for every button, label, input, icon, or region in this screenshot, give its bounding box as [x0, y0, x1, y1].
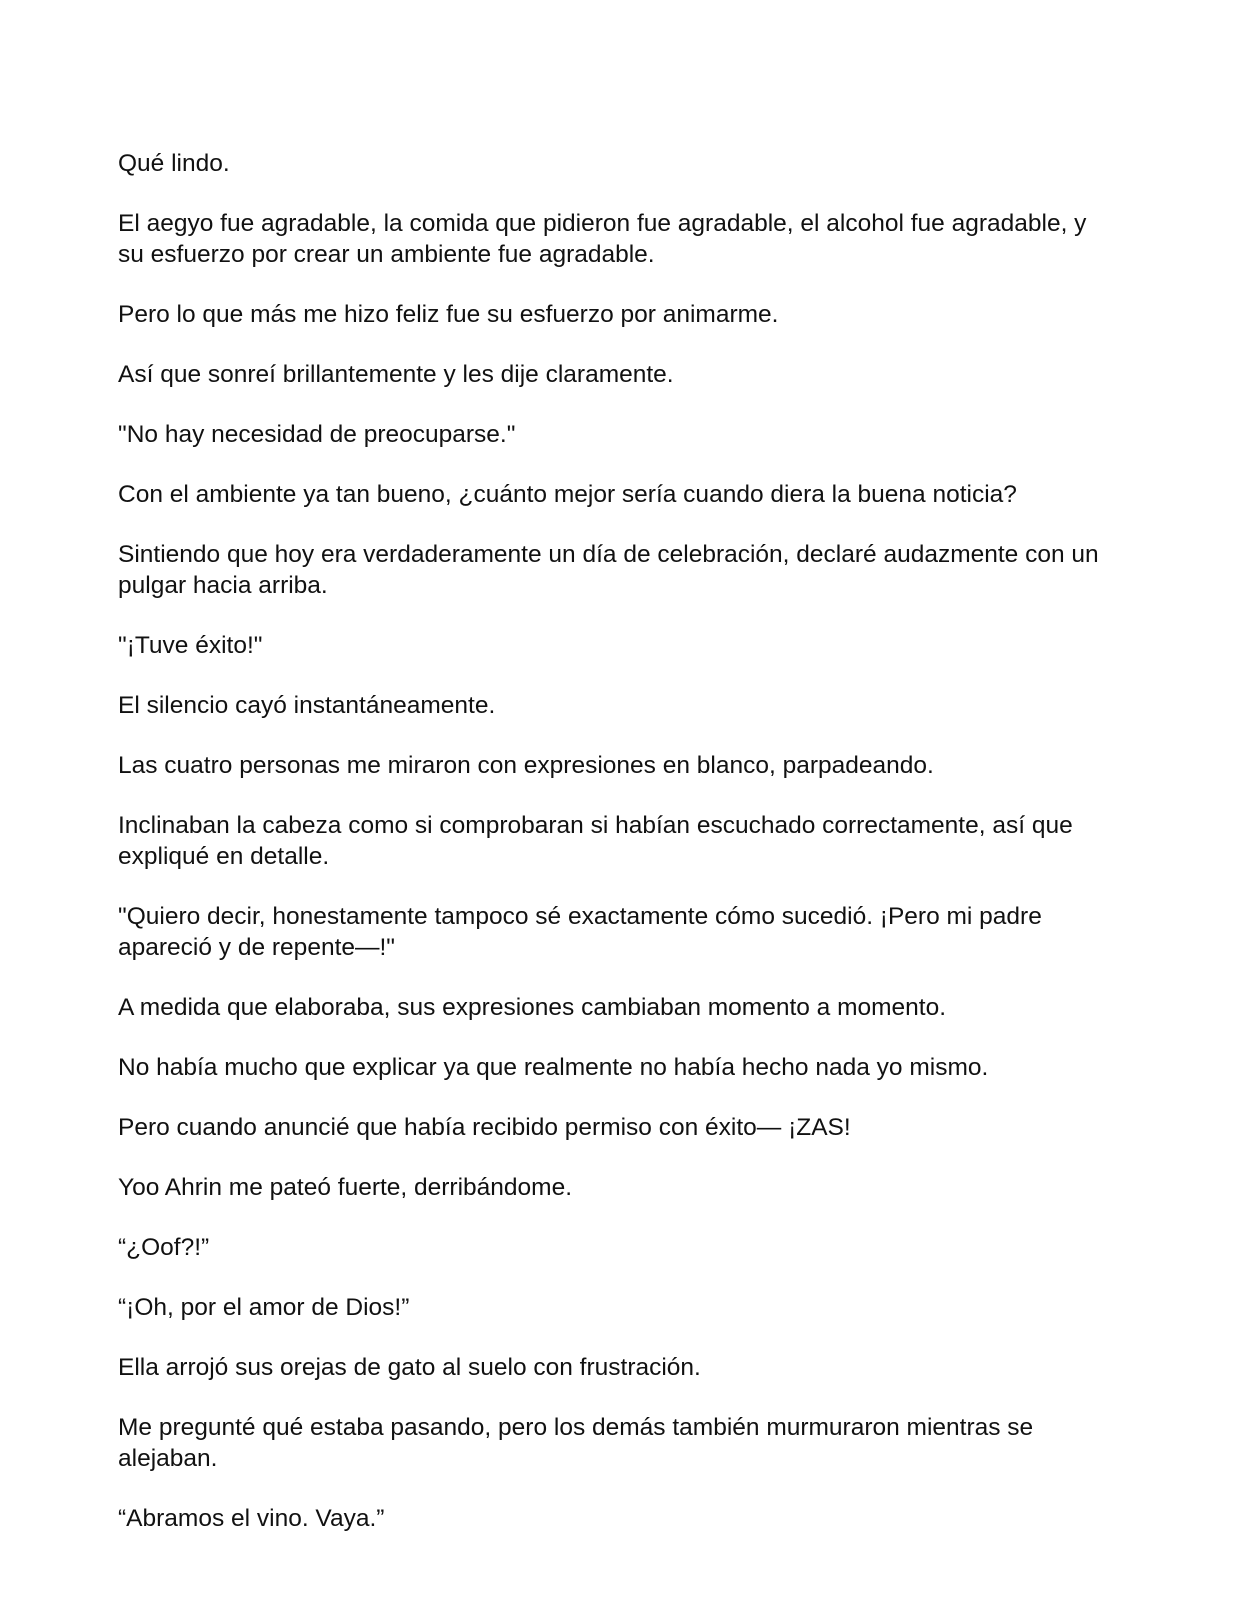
paragraph-15: Pero cuando anuncié que había recibido permiso con éxito— ¡ZAS!: [118, 1114, 851, 1141]
paragraph-3: Pero lo que más me hizo feliz fue su esfuerzo por animarme.: [118, 301, 779, 328]
paragraph-4: Así que sonreí brillantemente y les dije claramente.: [118, 361, 674, 388]
paragraph-19: Ella arrojó sus orejas de gato al suelo con frustración.: [118, 1354, 701, 1381]
paragraph-9: El silencio cayó instantáneamente.: [118, 692, 496, 719]
document-body: [118, 148, 1118, 1563]
paragraph-10: Las cuatro personas me miraron con expresiones en blanco, parpadeando.: [118, 752, 934, 779]
paragraph-5: "No hay necesidad de preocuparse.": [118, 421, 516, 448]
paragraph-18: “¡Oh, por el amor de Dios!”: [118, 1294, 410, 1321]
paragraph-2: El aegyo fue agradable, la comida que pidieron fue agradable, el alcohol fue agradable, y su esfuerzo por crear un ambiente fue agradable.: [118, 210, 1087, 268]
paragraph-6: Con el ambiente ya tan bueno, ¿cuánto mejor sería cuando diera la buena noticia?: [118, 481, 1017, 508]
paragraph-16: Yoo Ahrin me pateó fuerte, derribándome.: [118, 1174, 573, 1201]
paragraph-7: Sintiendo que hoy era verdaderamente un día de celebración, declaré audazmente con un pulgar hacia arriba.: [118, 541, 1099, 599]
paragraph-12: "Quiero decir, honestamente tampoco sé exactamente cómo sucedió. ¡Pero mi padre apareció y de repente—!": [118, 903, 1042, 961]
paragraph-21: “Abramos el vino. Vaya.”: [118, 1505, 385, 1532]
paragraph-1: Qué lindo.: [118, 150, 230, 177]
paragraph-20: Me pregunté qué estaba pasando, pero los demás también murmuraron mientras se alejaban.: [118, 1414, 1034, 1472]
paragraph-13: A medida que elaboraba, sus expresiones cambiaban momento a momento.: [118, 994, 947, 1021]
paragraph-17: “¿Oof?!”: [118, 1234, 210, 1261]
paragraph-8: "¡Tuve éxito!": [118, 632, 263, 659]
paragraph-14: No había mucho que explicar ya que realmente no había hecho nada yo mismo.: [118, 1054, 989, 1081]
paragraph-11: Inclinaban la cabeza como si comprobaran si habían escuchado correctamente, así que expliqué en detalle.: [118, 812, 1073, 870]
